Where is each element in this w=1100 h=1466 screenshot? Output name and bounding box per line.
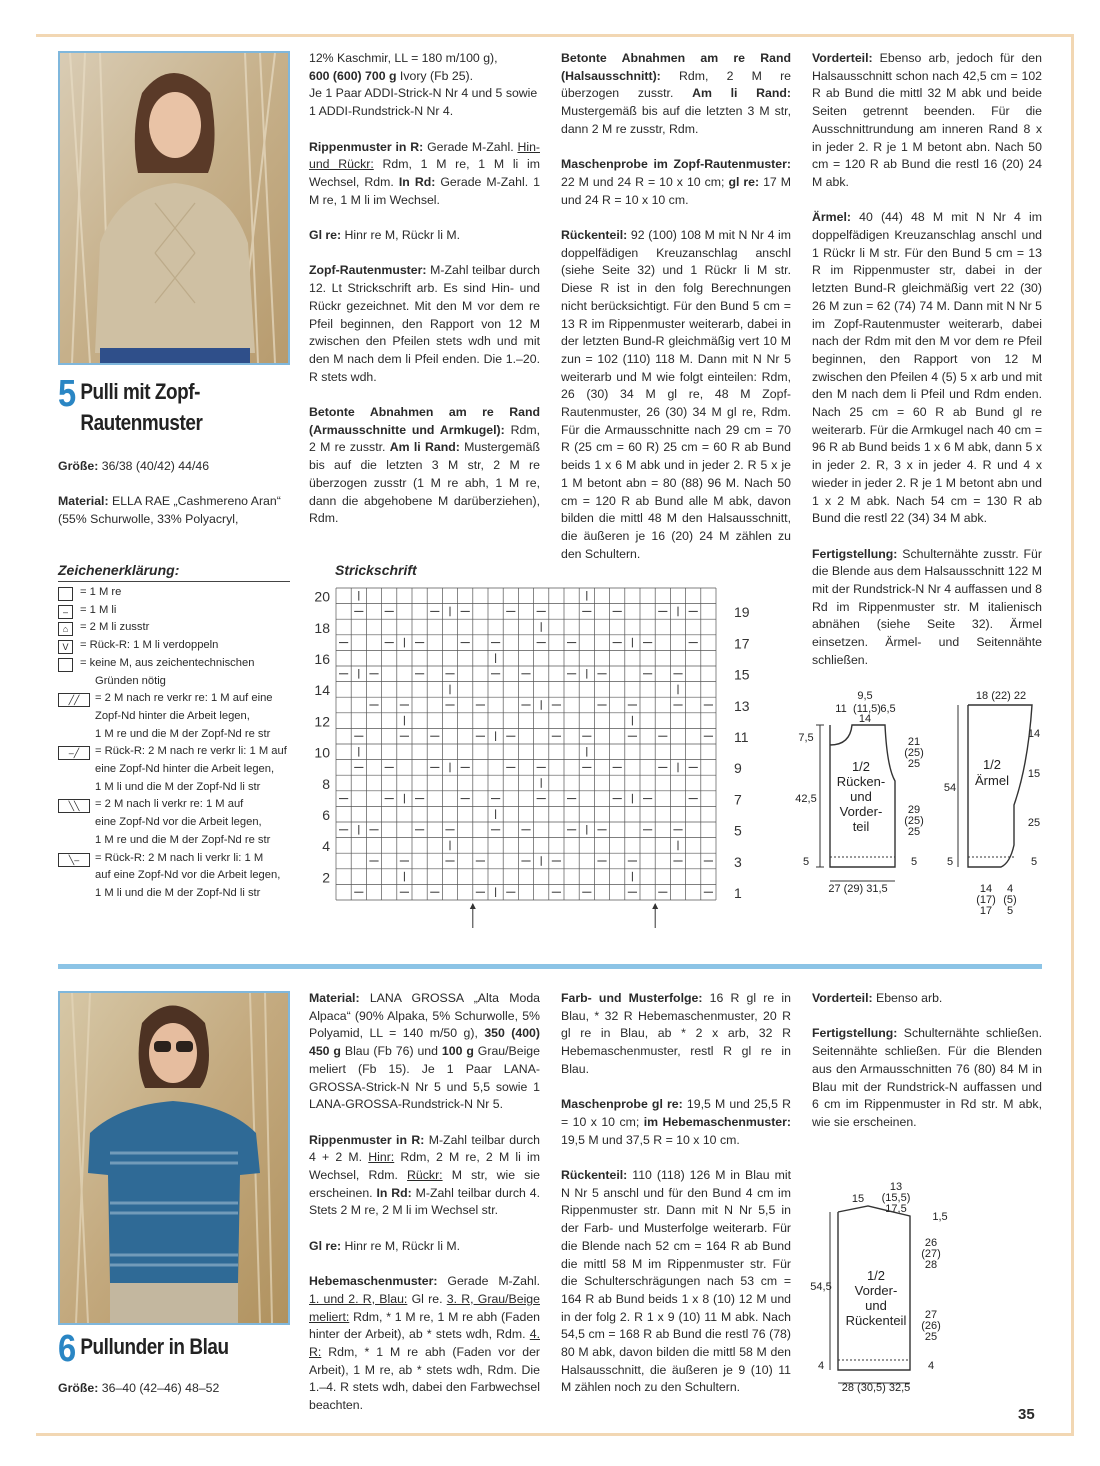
section5-title-line1: Pulli mit Zopf- — [80, 379, 201, 404]
material6-paragraph: Material: LANA GROSSA „Alta Moda Alpaca“ (90% Alpaka, 5% Schurwolle, 5% Polyamid, LL = 140 m/50 g), 350 (400) 450 g Blau (Fb 76) und 100 g Grau/Beige meliert (Fb 15). Je 1 Paar LANA-GROSSA-Strick-N Nr 5 und 5,5 sowie 1 LANA-GROSSA-Rundstrick-N Nr 5. — [309, 991, 540, 1112]
sch1-sleeve-r1: 14 — [1027, 728, 1041, 740]
legend-symbol — [58, 587, 73, 601]
legend-item — [58, 673, 294, 691]
sch2-top-left: 15 — [851, 1193, 865, 1205]
chart-row-label-right: 15 — [734, 666, 750, 683]
groesse6-paragraph: Größe: 36–40 (42–46) 48–52 — [58, 1381, 220, 1395]
legend-symbol: – — [58, 605, 73, 619]
legend-text: 1 M re und die M der Zopf-Nd re str — [95, 727, 271, 740]
chart-row-label-right: 19 — [734, 604, 750, 621]
sch1-side-1: 29 — [907, 804, 921, 816]
legend-item — [58, 832, 294, 850]
sch1-sleeve-r3: 25 — [1027, 817, 1041, 829]
legend-text: = 1 M li — [80, 603, 117, 616]
vorderteil-paragraph: Vorderteil: Ebenso arb, jedoch für den Halsausschnitt schon nach 42,5 cm = 102 R ab Bund die mittl 32 M abk und beide Seiten getrennt beenden. Für die Ausschnittrundung am inneren Rand 8 x in jeder 2. R je 1 M betont abn. Nach 50 cm = 120 R ab Bund die restl 16 (20) 24 M abk. — [812, 51, 1042, 189]
section6-col4 — [812, 990, 1042, 1132]
sch1-rib-left: 5 — [802, 856, 810, 868]
sch2-armhole-1: 26 — [924, 1237, 938, 1249]
legend-item — [58, 814, 294, 832]
sch2-center-4: Rückenteil — [845, 1313, 907, 1328]
legend-text: auf eine Zopf-Nd vor die Arbeit legen, — [95, 869, 281, 882]
legend-item — [58, 867, 294, 885]
legend-symbol: V — [58, 640, 73, 654]
sch1-length: 42,5 — [795, 793, 817, 805]
legend-item — [58, 743, 294, 761]
legend-text: = 2 M nach re verkr re: 1 M auf eine — [95, 692, 273, 705]
zopf-paragraph: Zopf-Rautenmuster: M-Zahl teilbar durch 12. Lt Strickschrift arb. Es sind Hin- und Rückr gezeichnet. Mit den M vor dem re Pfeil beginnen, den Rapport von 12 M zwischen den Pfeilen stets wdh und mit den M nach dem li Pfeil enden. Die 1.–20. R stets wdh. — [309, 263, 540, 384]
chart-row-label-right: 5 — [734, 822, 742, 839]
sch2-width: 28 (30,5) 32,5 — [841, 1382, 911, 1394]
section5-col1 — [58, 458, 290, 529]
sch2-side-1: 27 — [924, 1309, 938, 1321]
maschen6-paragraph: Maschenprobe gl re: 19,5 M und 25,5 R = 10 x 10 cm; im Hebemaschenmuster: 19,5 M und 37,5 R = 10 x 10 cm. — [561, 1097, 792, 1147]
section6-title-text: Pullunder in Blau — [80, 1334, 229, 1359]
legend-text: eine Zopf-Nd vor die Arbeit legen, — [95, 816, 262, 829]
sch2-side-3: 25 — [924, 1331, 938, 1343]
chart-row-label-right: 13 — [734, 697, 750, 714]
sch1-top-11-5: (11,5) — [853, 703, 881, 715]
legend-text: = 2 M li zusstr — [80, 621, 150, 634]
legend-rule — [58, 581, 290, 582]
section6-number: 6 — [58, 1328, 76, 1370]
rueck6-paragraph: Rückenteil: 110 (118) 126 M in Blau mit N Nr 5 anschl und für den Bund 4 cm im Rippenmuster str. Dann mit N Nr 5,5 in der Farb- und Musterfolge weiterarb. Für die Blende nach 52 cm = 164 R ab Bund die mittl 58 M im Rippenmuster str. Für die Schulterschrägungen nach 53 cm = 164 R ab Bund beids 1 x 8 (10) 12 M und in der folg 2. R 1 x 9 (10) 11 M abk. Nach 54,5 cm = 168 R ab Bund die restl 76 (78) 80 M abk, davon bilden die mittl 58 M den Halsausschnitt, die äußeren je 9 (10) 11 M zählen noch zu den Schultern. — [561, 1168, 791, 1395]
legend-item — [58, 779, 294, 797]
chart-repeat-arrowhead — [652, 903, 658, 909]
pullunder-photo — [58, 991, 290, 1325]
sch1-top-14: 14 — [858, 713, 872, 725]
sch1-center-4: Vorder- — [839, 804, 883, 819]
chart-row-label-right: 9 — [734, 760, 742, 777]
sch1-sleeve-r4: 5 — [1030, 856, 1038, 868]
sch2-center-2: Vorder- — [854, 1283, 898, 1298]
legend-text: = Rück-R: 2 M nach re verkr li: 1 M auf — [95, 745, 287, 758]
section6-col2 — [309, 990, 540, 1415]
chart-row-label-left: 12 — [314, 713, 330, 730]
groesse-paragraph: Größe: 36/38 (40/42) 44/46 — [58, 459, 210, 473]
page-frame-bottom — [36, 1433, 1074, 1436]
chart-row-label-right: 11 — [734, 729, 749, 745]
fertig6-paragraph: Fertigstellung: Schulternähte schließen. Seitennähte schließen. Für die Blenden aus den Armausschnitten 76 (80) 84 M in Blau mit der Rundstrick-N auffassen und 6 cm im Rippenmuster in Rd str. M abk, wie sie erscheinen. — [812, 1026, 1042, 1129]
sch1-sleeve-c1: 4 — [1006, 883, 1014, 895]
chart-row-label-left: 4 — [322, 838, 330, 855]
schematic-sweater — [792, 685, 1052, 920]
sch2-armhole-3: 28 — [924, 1259, 938, 1271]
farb-paragraph: Farb- und Musterfolge: 16 R gl re in Blau, * 32 R Hebemaschenmuster, 20 R gl re in Blau, ab * 2 x arb, 32 R Hebemaschenmuster, restl R gl re in Blau. — [561, 991, 791, 1076]
sch1-armhole-2: (25) — [904, 747, 924, 759]
legend-item — [58, 708, 294, 726]
legend-text: = 2 M nach li verkr re: 1 M auf — [95, 798, 244, 811]
section6-col3 — [561, 990, 791, 1397]
legend-text: Zopf-Nd hinter die Arbeit legen, — [95, 709, 250, 722]
rueckenteil-paragraph: Rückenteil: 92 (100) 108 M mit N Nr 4 im doppelfädigen Kreuzanschlag anschl (siehe Seite 32) und 1 Rückr li M str. Diese R ist in den folg Berechnungen nicht berücksichtigt. Für den Bund 5 cm = 13 R im Rippenmuster weiterarb, dabei in der letzten Bund-R gleichmäßig vert 10 M zun = 102 (110) 118 M. Dann mit N Nr 5 weiterarb und M wie folgt einteilen: Rdm, 26 (30) 34 M gl re, 48 M Zopf-Rautenmuster, 26 (30) 34 M gl re, Rdm. Für die Armausschnitte nach 29 cm = 70 R (25 cm = 60 R) 25 cm = 60 R ab Bund beids 1 x 6 M abk und in jeder 2. R 5 x je 1 M betont abn = 80 (88) 96 M. Nach 50 cm = 120 R ab Bund alle M abk, davon bilden die mittl 48 M den Halsausschnitt, die äußeren je 16 (20) 24 M zählen zu den Schultern. — [561, 228, 791, 561]
sch1-center-1: 1/2 — [851, 759, 871, 774]
rippen-paragraph: Rippenmuster in R: Gerade M-Zahl. Hin- und Rückr: Rdm, 1 M re, 1 M li im Wechsel, Rdm. In Rd: Gerade M-Zahl. 1 M re, 1 M li im Wechsel. — [309, 139, 540, 207]
sch2-side-2: (26) — [921, 1320, 941, 1332]
legend-item — [58, 690, 294, 708]
sch1-armhole-3: 25 — [907, 758, 921, 770]
sch1-neck-depth: 7,5 — [798, 732, 814, 744]
chart-row-label-left: 8 — [322, 775, 330, 792]
aermel-paragraph: Ärmel: 40 (44) 48 M mit N Nr 4 im doppelfädigen Kreuzanschlag anschl und 1 Rückr li M str. Für den Bund 5 cm = 13 R im Rippenmuster str, dabei in der letzten Bund-R gleichmäßig vert 22 (30) 26 M zun = 62 (74) 74 M. Dann mit N Nr 5 im Zopf-Rautenmuster weiterarb, dabei nach der Rdm mit den M vor dem re Pfeil beginnen, den Rapport von 12 M zwischen den Pfeilen 4 (5) 5 x arb und mit den M nach dem li Pfeil und Rdm enden. Nach 25 cm = 60 R ab Bund gl re weiterarb. Für die Armkugel nach 40 cm = 96 R ab Bund beids 1 x 6 M abk, dann 5 x in jeder 2. R, 3 x in jeder 4. R und 4 x wieder in jeder 2. R je 1 M betont abn und 1 x 2 M abk. Nach 54 cm = 130 R ab Bund die restl 22 (34) 34 M abk. — [812, 210, 1042, 526]
section5-col3 — [561, 50, 791, 563]
page-number: 35 — [1018, 1406, 1035, 1423]
sch1-sleeve-center-1: 1/2 — [982, 757, 1002, 772]
section5-number: 5 — [58, 373, 76, 415]
sch1-sleeve-center-2: Ärmel — [975, 773, 1009, 788]
legend-item — [58, 655, 294, 673]
glre-paragraph: Gl re: Hinr re M, Rückr li M. — [309, 228, 460, 242]
section-separator — [58, 964, 1042, 969]
sch1-side-3: 25 — [907, 826, 921, 838]
legend-title: Zeichenerklärung: — [58, 562, 180, 578]
sch2-length: 54,5 — [810, 1281, 832, 1293]
chart-row-label-left: 10 — [314, 744, 330, 761]
glre6-paragraph: Gl re: Hinr re M, Rückr li M. — [309, 1238, 460, 1253]
page-frame-right — [1071, 34, 1074, 1436]
chart-row-label-left: 18 — [314, 619, 330, 636]
chart-row-label-left: 14 — [314, 682, 330, 699]
legend-text: Gründen nötig — [95, 674, 166, 687]
legend-text: = keine M, aus zeichentechnischen — [80, 656, 255, 669]
sch2-top-mid-2: (15,5) — [881, 1192, 911, 1204]
legend-item — [58, 637, 294, 655]
section6-title — [58, 1328, 282, 1373]
chart-row-label-right: 1 — [734, 885, 742, 901]
legend-text: = Rück-R: 2 M nach li verkr li: 1 M — [95, 851, 264, 864]
sch1-sleeve-top: 18 (22) 22 — [975, 690, 1027, 702]
knitting-chart — [306, 580, 750, 925]
legend-item — [58, 726, 294, 744]
legend-text: = Rück-R: 1 M li verdoppeln — [80, 639, 219, 652]
sch2-top-mid-1: 13 — [889, 1181, 903, 1193]
legend-item — [58, 602, 294, 620]
sch1-side-2: (25) — [904, 815, 924, 827]
legend-text: = 1 M re — [80, 586, 122, 598]
legend-item — [58, 761, 294, 779]
section5-col2 — [309, 50, 540, 528]
legend-symbol: –╱ — [58, 746, 90, 760]
section5-col4 — [812, 50, 1042, 670]
sch1-top-9-5: 9,5 — [857, 690, 873, 702]
maschenprobe-paragraph: Maschenprobe im Zopf-Rautenmuster: 22 M und 24 R = 10 x 10 cm; gl re: 17 M und 24 R = 10 x 10 cm. — [561, 157, 792, 207]
chart-row-label-left: 6 — [322, 807, 330, 823]
sch2-armhole-2: (27) — [921, 1248, 941, 1260]
sch2-center-3: und — [865, 1298, 887, 1313]
betont2-paragraph: Betonte Abnahmen am re Rand (Halsausschnitt): Rdm, 2 M re überzogen zusstr. Am li Rand: Mustergemäß bis auf die letzten 3 M str, dann 2 M re zusstr, Rdm. — [561, 51, 791, 136]
sch2-shoulder: 1,5 — [932, 1211, 948, 1223]
section6-col1 — [58, 1380, 290, 1398]
hebe-paragraph: Hebemaschenmuster: Gerade M-Zahl. 1. und 2. R, Blau: Gl re. 3. R, Grau/Beige meliert: Rdm, * 1 M re, 1 M re abh (Faden hinter der Arbeit), ab * stets wdh, Rdm. 4. R: Rdm, * 1 M re abh (Faden vor der Arbeit), 1 M re, ab * stets wdh, Rdm. Die 1.–4. R stets wdh, dabei den Farbwechsel beachten. — [309, 1274, 540, 1413]
material-cont-paragraph: 12% Kaschmir, LL = 180 m/100 g), 600 (600) 700 g Ivory (Fb 25). Je 1 Paar ADDI-Strick-N Nr 4 und 5 sowie 1 ADDI-Rundstrick-N Nr 4. — [309, 51, 538, 119]
legend-item — [58, 796, 294, 814]
sch1-center-5: teil — [852, 819, 870, 834]
legend-text: 1 M li und die M der Zopf-Nd li str — [95, 780, 261, 793]
sch1-top-6-5: 6,5 — [880, 703, 896, 715]
chart-row-label-left: 2 — [322, 869, 330, 886]
sch1-sleeve-rib: 5 — [946, 856, 954, 868]
chart-row-label-right: 7 — [734, 791, 742, 808]
legend-symbol: ⌂ — [58, 622, 73, 636]
sch1-center-2: Rücken- — [836, 774, 886, 789]
chart-row-label-right: 3 — [734, 853, 742, 870]
sch1-sleeve-b3: 17 — [979, 905, 993, 917]
sch2-rib-left: 4 — [817, 1360, 825, 1372]
sch1-width: 27 (29) 31,5 — [828, 883, 888, 895]
vorder6-paragraph: Vorderteil: Ebenso arb. — [812, 991, 943, 1005]
sch1-center-3: und — [850, 789, 872, 804]
section5-title — [58, 373, 282, 444]
sch1-rib-right: 5 — [910, 856, 918, 868]
legend-text: 1 M li und die M der Zopf-Nd li str — [95, 886, 261, 899]
chart-row-label-right: 17 — [734, 635, 750, 652]
chart-title: Strickschrift — [335, 562, 417, 578]
sch2-rib-right: 4 — [927, 1360, 935, 1372]
legend-symbol — [58, 658, 73, 672]
sch1-sleeve-length: 54 — [943, 782, 957, 794]
sch1-sleeve-c2: (5) — [1003, 894, 1017, 906]
sch1-sleeve-b1: 14 — [979, 883, 993, 895]
page-frame-top — [36, 34, 1074, 37]
section5-title-line2: Rautenmuster — [80, 410, 203, 435]
legend-item — [58, 850, 294, 868]
sch2-top-mid-3: 17,5 — [885, 1203, 907, 1215]
sch1-sleeve-b2: (17) — [976, 894, 996, 906]
legend-text: 1 M re und die M der Zopf-Nd re str — [95, 833, 271, 846]
schematic-pullunder — [800, 1178, 970, 1398]
rippen6-paragraph: Rippenmuster in R: M-Zahl teilbar durch 4 + 2 M. Hinr: Rdm, 2 M re, 2 M li im Wechsel, Rdm. Rückr: M str, wie sie erscheinen. In Rd: M-Zahl teilbar durch 4. Stets 2 M re, 2 M li im Wechsel str. — [309, 1132, 541, 1218]
chart-row-label-left: 16 — [314, 651, 330, 667]
legend-item — [58, 885, 294, 903]
legend-item — [58, 619, 294, 637]
chart-row-label-left: 20 — [314, 588, 330, 605]
sch1-sleeve-c3: 5 — [1006, 905, 1014, 917]
legend-symbol: ╲╲ — [58, 799, 90, 813]
fertigstellung-paragraph: Fertigstellung: Schulternähte zusstr. Für die Blende aus dem Halsausschnitt 122 M mit der Rundstrick-N Nr 4 auffassen und 8 Rd im Rippenmuster str. M italienisch abnähen (siehe Seite 32). Ärmel einsetzen. Ärmel- und Seitennähte schließen. — [812, 546, 1042, 667]
legend-text: eine Zopf-Nd hinter die Arbeit legen, — [95, 763, 275, 775]
sch1-sleeve-r2: 15 — [1027, 768, 1041, 780]
sweater-photo — [58, 51, 290, 365]
sch2-center-1: 1/2 — [866, 1268, 886, 1283]
chart-repeat-arrowhead — [470, 903, 476, 909]
material-paragraph: Material: ELLA RAE „Cashmereno Aran“ (55% Schurwolle, 33% Polyacryl, — [58, 494, 281, 527]
legend-symbol: ╱╱ — [58, 693, 90, 707]
betont1-paragraph: Betonte Abnahmen am re Rand (Armausschnitte und Armkugel): Rdm, 2 M re zusstr. Am li Rand: Mustergemäß bis auf die letzten 3 M str, 2 M re überzogen zusstr (1 M re abh, 1 M re, dann die abgehobene M darüberziehen), Rdm. — [309, 405, 540, 526]
legend-symbol: ╲– — [58, 853, 90, 867]
legend-item — [58, 584, 294, 602]
sch1-armhole-1: 21 — [907, 736, 921, 748]
sch1-top-11: 11 — [835, 703, 847, 715]
